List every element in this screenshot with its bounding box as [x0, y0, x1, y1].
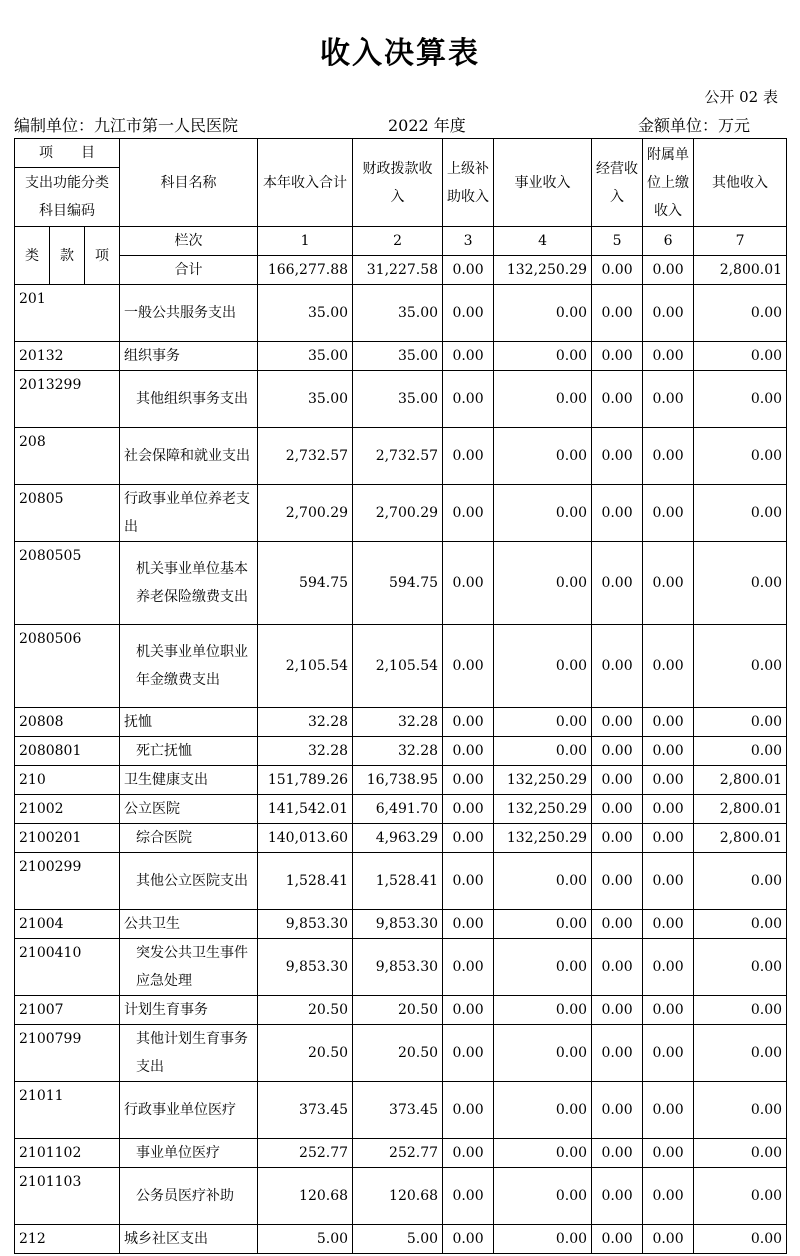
amount-cell: 0.00 — [592, 1082, 643, 1139]
amount-cell: 0.00 — [494, 342, 592, 371]
amount-cell: 0.00 — [494, 428, 592, 485]
subject-name: 综合医院 — [120, 824, 258, 853]
sum-value: 2,800.01 — [694, 256, 787, 285]
amount-cell: 141,542.01 — [258, 795, 353, 824]
amount-cell: 0.00 — [694, 1025, 787, 1082]
amount-cell: 0.00 — [643, 1168, 694, 1225]
table-row — [15, 766, 787, 795]
amount-cell: 1,528.41 — [353, 853, 443, 910]
compiling-unit: 编制单位：九江市第一人民医院 — [14, 116, 239, 135]
table-row — [15, 285, 787, 342]
amount-cell: 35.00 — [258, 342, 353, 371]
amount-cell: 0.00 — [494, 996, 592, 1025]
amount-cell: 0.00 — [643, 371, 694, 428]
amount-cell: 0.00 — [694, 485, 787, 542]
amount-cell: 0.00 — [443, 1139, 494, 1168]
sum-label: 合计 — [120, 256, 258, 285]
header-superior-subsidy: 上级补助收入 — [443, 139, 494, 227]
sum-value: 0.00 — [443, 256, 494, 285]
amount-cell: 0.00 — [443, 1025, 494, 1082]
amount-cell: 35.00 — [353, 342, 443, 371]
amount-cell: 32.28 — [353, 708, 443, 737]
table-row — [15, 939, 787, 996]
amount-cell: 0.00 — [592, 542, 643, 625]
table-row — [15, 1225, 787, 1254]
amount-cell: 9,853.30 — [353, 910, 443, 939]
table-row — [15, 1025, 787, 1082]
subject-code: 2080505 — [15, 542, 120, 625]
amount-cell: 373.45 — [353, 1082, 443, 1139]
amount-cell: 120.68 — [353, 1168, 443, 1225]
amount-cell: 2,732.57 — [353, 428, 443, 485]
col-number: 3 — [443, 227, 494, 256]
amount-cell: 0.00 — [592, 485, 643, 542]
amount-cell: 0.00 — [494, 285, 592, 342]
amount-cell: 0.00 — [694, 996, 787, 1025]
subject-name: 突发公共卫生事件应急处理 — [120, 939, 258, 996]
amount-cell: 35.00 — [353, 285, 443, 342]
table-row — [15, 625, 787, 708]
amount-cell: 0.00 — [494, 485, 592, 542]
amount-cell: 20.50 — [353, 1025, 443, 1082]
amount-cell: 0.00 — [443, 910, 494, 939]
amount-cell: 120.68 — [258, 1168, 353, 1225]
amount-cell: 0.00 — [443, 1082, 494, 1139]
amount-cell: 0.00 — [643, 795, 694, 824]
amount-cell: 0.00 — [643, 853, 694, 910]
subject-name: 社会保障和就业支出 — [120, 428, 258, 485]
amount-cell: 0.00 — [643, 285, 694, 342]
subject-code: 20132 — [15, 342, 120, 371]
amount-cell: 0.00 — [494, 939, 592, 996]
amount-cell: 0.00 — [694, 342, 787, 371]
amount-cell: 0.00 — [643, 428, 694, 485]
table-row — [15, 428, 787, 485]
table-row — [15, 996, 787, 1025]
col-number: 4 — [494, 227, 592, 256]
amount-cell: 0.00 — [592, 1025, 643, 1082]
table-row — [15, 708, 787, 737]
amount-cell: 0.00 — [443, 428, 494, 485]
amount-cell: 0.00 — [494, 1082, 592, 1139]
subject-code: 2100799 — [15, 1025, 120, 1082]
subject-code: 2100299 — [15, 853, 120, 910]
subject-name: 卫生健康支出 — [120, 766, 258, 795]
amount-cell: 132,250.29 — [494, 824, 592, 853]
amount-cell: 151,789.26 — [258, 766, 353, 795]
col-number: 1 — [258, 227, 353, 256]
amount-cell: 0.00 — [643, 1082, 694, 1139]
table-row — [15, 371, 787, 428]
amount-cell: 0.00 — [443, 708, 494, 737]
amount-cell: 0.00 — [592, 1168, 643, 1225]
subject-name: 机关事业单位基本养老保险缴费支出 — [120, 542, 258, 625]
subject-name: 抚恤 — [120, 708, 258, 737]
amount-cell: 0.00 — [643, 1139, 694, 1168]
amount-cell: 0.00 — [694, 1225, 787, 1254]
table-row — [15, 342, 787, 371]
income-table — [14, 138, 787, 1254]
amount-cell: 0.00 — [494, 371, 592, 428]
amount-cell: 0.00 — [592, 795, 643, 824]
amount-cell: 0.00 — [443, 625, 494, 708]
amount-cell: 0.00 — [643, 1225, 694, 1254]
amount-cell: 373.45 — [258, 1082, 353, 1139]
subject-name: 计划生育事务 — [120, 996, 258, 1025]
subject-name: 其他公立医院支出 — [120, 853, 258, 910]
amount-cell: 0.00 — [643, 766, 694, 795]
amount-cell: 0.00 — [694, 542, 787, 625]
subject-code: 212 — [15, 1225, 120, 1254]
amount-cell: 0.00 — [643, 996, 694, 1025]
header-fiscal-income: 财政拨款收入 — [353, 139, 443, 227]
amount-cell: 0.00 — [694, 708, 787, 737]
table-row — [15, 737, 787, 766]
table-row — [15, 1168, 787, 1225]
amount-cell: 0.00 — [694, 939, 787, 996]
subject-name: 其他组织事务支出 — [120, 371, 258, 428]
header-lanci: 栏次 — [120, 227, 258, 256]
sum-value: 166,277.88 — [258, 256, 353, 285]
meta-bar — [14, 113, 786, 137]
header-row-item — [15, 139, 787, 168]
fiscal-year: 2022 年度 — [388, 116, 466, 135]
subject-code: 208 — [15, 428, 120, 485]
subject-name: 机关事业单位职业年金缴费支出 — [120, 625, 258, 708]
money-unit: 金额单位：万元 — [638, 116, 751, 135]
amount-cell: 594.75 — [258, 542, 353, 625]
amount-cell: 2,800.01 — [694, 795, 787, 824]
subject-code: 2013299 — [15, 371, 120, 428]
amount-cell: 0.00 — [643, 737, 694, 766]
amount-cell: 0.00 — [694, 625, 787, 708]
sum-value: 132,250.29 — [494, 256, 592, 285]
amount-cell: 0.00 — [643, 910, 694, 939]
subject-code: 2101102 — [15, 1139, 120, 1168]
amount-cell: 0.00 — [592, 824, 643, 853]
subject-code: 2100201 — [15, 824, 120, 853]
amount-cell: 0.00 — [694, 371, 787, 428]
amount-cell: 0.00 — [592, 996, 643, 1025]
col-number: 5 — [592, 227, 643, 256]
amount-cell: 0.00 — [592, 1139, 643, 1168]
amount-cell: 0.00 — [494, 853, 592, 910]
table-row — [15, 1139, 787, 1168]
amount-cell: 0.00 — [592, 371, 643, 428]
amount-cell: 0.00 — [643, 1025, 694, 1082]
subject-code: 20808 — [15, 708, 120, 737]
subject-code: 2080801 — [15, 737, 120, 766]
amount-cell: 0.00 — [592, 342, 643, 371]
amount-cell: 0.00 — [694, 853, 787, 910]
subject-name: 行政事业单位养老支出 — [120, 485, 258, 542]
table-row — [15, 853, 787, 910]
subject-name: 一般公共服务支出 — [120, 285, 258, 342]
amount-cell: 0.00 — [643, 824, 694, 853]
amount-cell: 0.00 — [443, 853, 494, 910]
sum-value: 0.00 — [643, 256, 694, 285]
header-item: 项 目 — [15, 139, 120, 168]
amount-cell: 0.00 — [643, 342, 694, 371]
amount-cell: 0.00 — [443, 285, 494, 342]
amount-cell: 0.00 — [643, 939, 694, 996]
header-row-colnum — [15, 227, 787, 256]
amount-cell: 2,700.29 — [353, 485, 443, 542]
col-number: 6 — [643, 227, 694, 256]
amount-cell: 0.00 — [592, 853, 643, 910]
amount-cell: 0.00 — [694, 285, 787, 342]
sum-value: 0.00 — [592, 256, 643, 285]
amount-cell: 0.00 — [494, 910, 592, 939]
subject-name: 组织事务 — [120, 342, 258, 371]
amount-cell: 0.00 — [494, 625, 592, 708]
amount-cell: 0.00 — [494, 542, 592, 625]
amount-cell: 0.00 — [694, 910, 787, 939]
table-row — [15, 1082, 787, 1139]
amount-cell: 2,800.01 — [694, 766, 787, 795]
amount-cell: 0.00 — [443, 824, 494, 853]
amount-cell: 9,853.30 — [258, 910, 353, 939]
amount-cell: 140,013.60 — [258, 824, 353, 853]
header-affiliated-income: 附属单位上缴收入 — [643, 139, 694, 227]
amount-cell: 35.00 — [353, 371, 443, 428]
amount-cell: 0.00 — [592, 939, 643, 996]
subject-code: 20805 — [15, 485, 120, 542]
amount-cell: 132,250.29 — [494, 766, 592, 795]
amount-cell: 1,528.41 — [258, 853, 353, 910]
amount-cell: 0.00 — [443, 939, 494, 996]
subject-name: 死亡抚恤 — [120, 737, 258, 766]
amount-cell: 0.00 — [592, 708, 643, 737]
header-subject-name: 科目名称 — [120, 139, 258, 227]
subject-name: 公务员医疗补助 — [120, 1168, 258, 1225]
amount-cell: 0.00 — [443, 795, 494, 824]
subject-name: 其他计划生育事务支出 — [120, 1025, 258, 1082]
header-function-code: 支出功能分类科目编码 — [15, 168, 120, 227]
amount-cell: 5.00 — [353, 1225, 443, 1254]
subject-code: 210 — [15, 766, 120, 795]
amount-cell: 9,853.30 — [258, 939, 353, 996]
header-business-income: 事业收入 — [494, 139, 592, 227]
amount-cell: 132,250.29 — [494, 795, 592, 824]
subject-name: 行政事业单位医疗 — [120, 1082, 258, 1139]
table-row — [15, 485, 787, 542]
subject-code: 2101103 — [15, 1168, 120, 1225]
table-row — [15, 542, 787, 625]
subject-code: 21011 — [15, 1082, 120, 1139]
amount-cell: 0.00 — [494, 1225, 592, 1254]
amount-cell: 0.00 — [643, 625, 694, 708]
amount-cell: 35.00 — [258, 371, 353, 428]
amount-cell: 2,800.01 — [694, 824, 787, 853]
sum-row — [15, 256, 787, 285]
amount-cell: 0.00 — [494, 1025, 592, 1082]
amount-cell: 0.00 — [694, 737, 787, 766]
amount-cell: 20.50 — [258, 996, 353, 1025]
amount-cell: 4,963.29 — [353, 824, 443, 853]
amount-cell: 0.00 — [592, 625, 643, 708]
subject-name: 公共卫生 — [120, 910, 258, 939]
amount-cell: 0.00 — [443, 542, 494, 625]
amount-cell: 32.28 — [258, 708, 353, 737]
amount-cell: 0.00 — [592, 766, 643, 795]
header-kuan: 款 — [50, 227, 85, 285]
table-row — [15, 910, 787, 939]
amount-cell: 2,700.29 — [258, 485, 353, 542]
subject-name: 城乡社区支出 — [120, 1225, 258, 1254]
amount-cell: 0.00 — [494, 1168, 592, 1225]
amount-cell: 9,853.30 — [353, 939, 443, 996]
amount-cell: 2,732.57 — [258, 428, 353, 485]
subject-code: 201 — [15, 285, 120, 342]
amount-cell: 32.28 — [353, 737, 443, 766]
amount-cell: 20.50 — [258, 1025, 353, 1082]
amount-cell: 0.00 — [592, 428, 643, 485]
header-operation-income: 经营收入 — [592, 139, 643, 227]
header-total-income: 本年收入合计 — [258, 139, 353, 227]
amount-cell: 0.00 — [443, 1225, 494, 1254]
amount-cell: 0.00 — [694, 1082, 787, 1139]
page-title: 收入决算表 — [320, 36, 480, 71]
amount-cell: 5.00 — [258, 1225, 353, 1254]
amount-cell: 2,105.54 — [258, 625, 353, 708]
amount-cell: 0.00 — [592, 285, 643, 342]
amount-cell: 594.75 — [353, 542, 443, 625]
amount-cell: 0.00 — [443, 342, 494, 371]
amount-cell: 0.00 — [592, 910, 643, 939]
amount-cell: 2,105.54 — [353, 625, 443, 708]
subject-code: 2080506 — [15, 625, 120, 708]
amount-cell: 16,738.95 — [353, 766, 443, 795]
amount-cell: 0.00 — [443, 766, 494, 795]
amount-cell: 0.00 — [643, 542, 694, 625]
subject-code: 21002 — [15, 795, 120, 824]
table-row — [15, 824, 787, 853]
amount-cell: 0.00 — [643, 485, 694, 542]
col-number: 7 — [694, 227, 787, 256]
amount-cell: 20.50 — [353, 996, 443, 1025]
amount-cell: 0.00 — [694, 1168, 787, 1225]
subject-code: 21004 — [15, 910, 120, 939]
sum-value: 31,227.58 — [353, 256, 443, 285]
header-lei: 类 — [15, 227, 50, 285]
header-xiang: 项 — [85, 227, 120, 285]
subject-code: 21007 — [15, 996, 120, 1025]
form-number: 公开 02 表 — [704, 88, 778, 106]
table-row — [15, 795, 787, 824]
header-other-income: 其他收入 — [694, 139, 787, 227]
amount-cell: 0.00 — [443, 996, 494, 1025]
subject-name: 事业单位医疗 — [120, 1139, 258, 1168]
amount-cell: 0.00 — [592, 1225, 643, 1254]
amount-cell: 252.77 — [258, 1139, 353, 1168]
amount-cell: 6,491.70 — [353, 795, 443, 824]
subject-name: 公立医院 — [120, 795, 258, 824]
amount-cell: 0.00 — [443, 737, 494, 766]
amount-cell: 0.00 — [494, 1139, 592, 1168]
amount-cell: 0.00 — [694, 1139, 787, 1168]
col-number: 2 — [353, 227, 443, 256]
subject-code: 2100410 — [15, 939, 120, 996]
amount-cell: 252.77 — [353, 1139, 443, 1168]
amount-cell: 0.00 — [494, 737, 592, 766]
amount-cell: 0.00 — [494, 708, 592, 737]
amount-cell: 0.00 — [592, 737, 643, 766]
amount-cell: 35.00 — [258, 285, 353, 342]
amount-cell: 0.00 — [443, 485, 494, 542]
amount-cell: 0.00 — [443, 371, 494, 428]
amount-cell: 0.00 — [443, 1168, 494, 1225]
amount-cell: 32.28 — [258, 737, 353, 766]
amount-cell: 0.00 — [643, 708, 694, 737]
amount-cell: 0.00 — [694, 428, 787, 485]
